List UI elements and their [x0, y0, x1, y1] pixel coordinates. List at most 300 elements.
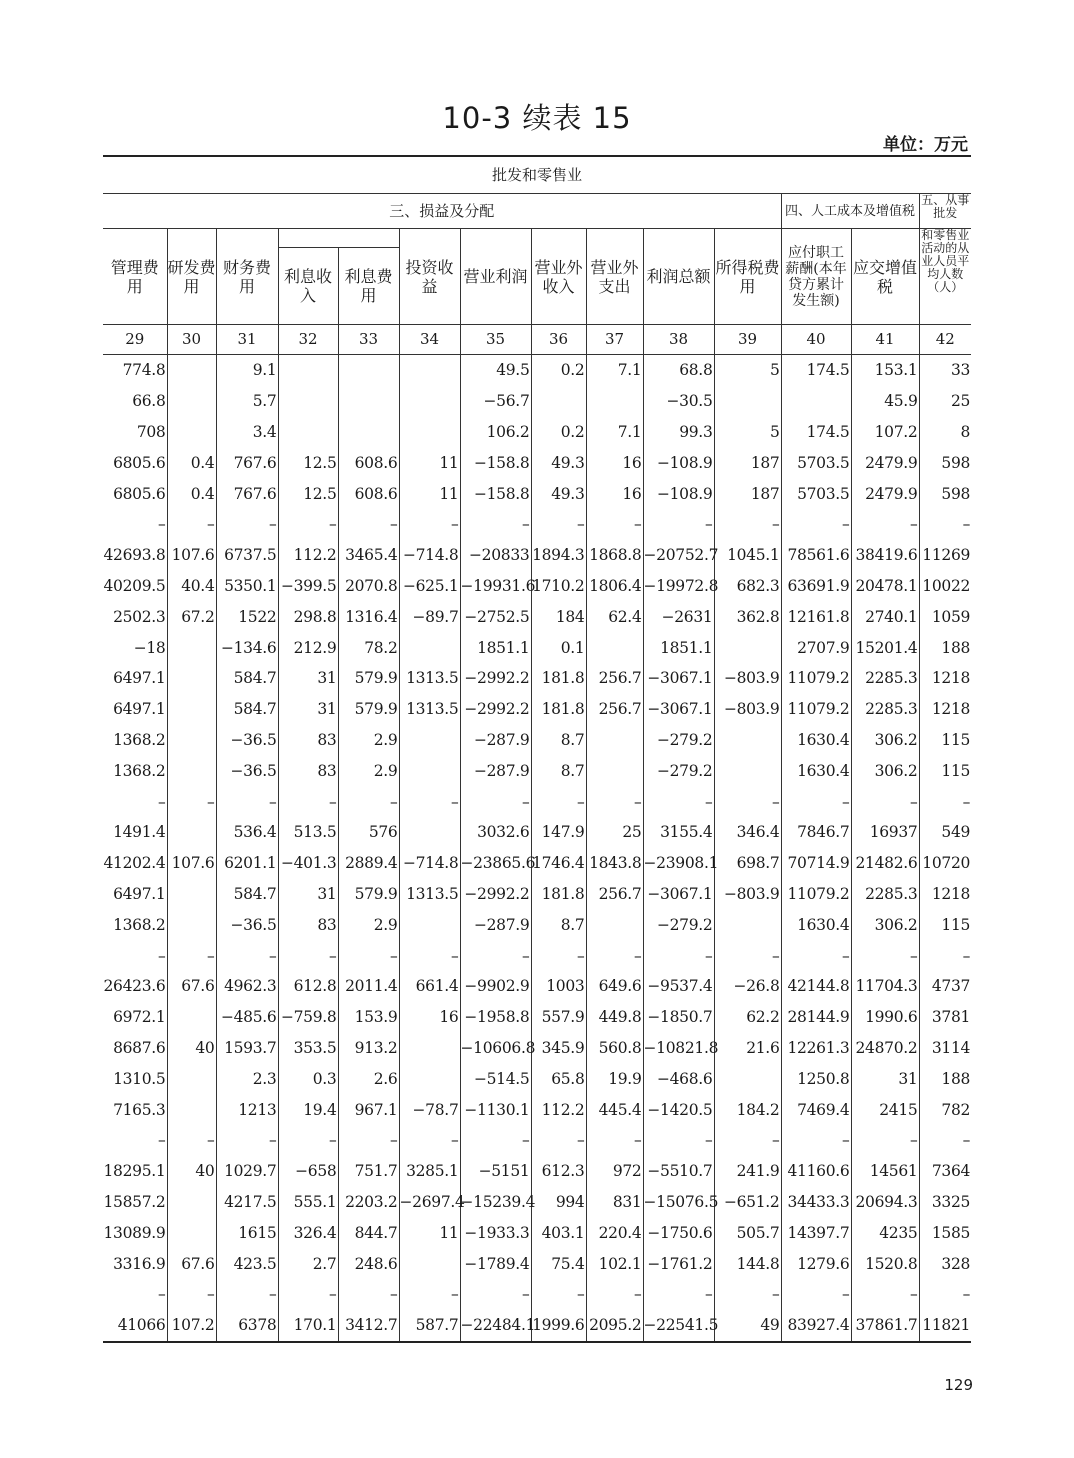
table-cell: 3465.4 [338, 540, 399, 571]
table-cell: – [216, 940, 278, 971]
sector-header: 批发和零售业 [103, 156, 971, 194]
table-cell: – [586, 940, 643, 971]
table-cell: 11079.2 [781, 879, 851, 910]
table-cell [399, 725, 460, 756]
table-cell: −36.5 [216, 909, 278, 940]
table-cell: 972 [586, 1156, 643, 1187]
table-cell: 782 [919, 1094, 971, 1125]
table-cell: −803.9 [714, 663, 781, 694]
table-row [103, 755, 971, 786]
table-cell: −1130.1 [460, 1094, 531, 1125]
table-cell: −108.9 [643, 447, 714, 478]
table-cell: −514.5 [460, 1063, 531, 1094]
table-row [103, 848, 971, 879]
table-cell: 20694.3 [851, 1187, 919, 1218]
table-cell: 3114 [919, 1033, 971, 1064]
table-cell: 2.6 [338, 1063, 399, 1094]
table-cell: 170.1 [278, 1310, 338, 1342]
col-header-31: 财务费用 [216, 229, 278, 325]
table-cell [167, 909, 216, 940]
table-cell: 2502.3 [103, 601, 167, 632]
table-cell: 40.4 [167, 571, 216, 602]
table-cell: −759.8 [278, 1002, 338, 1033]
table-cell: 1806.4 [586, 571, 643, 602]
table-cell: 584.7 [216, 694, 278, 725]
col-number: 37 [586, 325, 643, 355]
table-cell [399, 817, 460, 848]
table-cell: −3067.1 [643, 879, 714, 910]
table-cell: −399.5 [278, 571, 338, 602]
table-cell: 1218 [919, 694, 971, 725]
table-cell: 3.4 [216, 417, 278, 448]
table-cell [338, 355, 399, 386]
table-cell: 326.4 [278, 1217, 338, 1248]
col-header-38: 利润总额 [643, 229, 714, 325]
col-header-41: 应交增值税 [851, 229, 919, 325]
table-cell: 33 [919, 355, 971, 386]
table-cell: 9.1 [216, 355, 278, 386]
table-row [103, 1187, 971, 1218]
page-number: 129 [944, 1376, 973, 1394]
table-row [103, 694, 971, 725]
table-cell: 994 [531, 1187, 586, 1218]
table-cell [714, 755, 781, 786]
table-cell: 8.7 [531, 725, 586, 756]
table-cell: −9537.4 [643, 971, 714, 1002]
table-cell [586, 386, 643, 417]
table-cell: 15857.2 [103, 1187, 167, 1218]
table-cell: – [781, 1279, 851, 1310]
table-cell: 4737 [919, 971, 971, 1002]
table-cell: 1368.2 [103, 909, 167, 940]
col-number: 40 [781, 325, 851, 355]
table-cell [781, 386, 851, 417]
table-cell: – [216, 1125, 278, 1156]
table-cell: 2285.3 [851, 879, 919, 910]
table-cell: 11821 [919, 1310, 971, 1342]
table-cell: 449.8 [586, 1002, 643, 1033]
table-cell: – [460, 1125, 531, 1156]
table-cell: 174.5 [781, 417, 851, 448]
table-cell: 0.2 [531, 355, 586, 386]
table-cell: 560.8 [586, 1033, 643, 1064]
table-cell: 11 [399, 1217, 460, 1248]
table-cell: 557.9 [531, 1002, 586, 1033]
table-cell: – [714, 1279, 781, 1310]
table-cell: 1522 [216, 601, 278, 632]
table-cell: 0.1 [531, 632, 586, 663]
table-cell: 767.6 [216, 447, 278, 478]
table-cell [714, 909, 781, 940]
table-cell: 306.2 [851, 755, 919, 786]
table-cell [399, 632, 460, 663]
table-cell: −15076.5 [643, 1187, 714, 1218]
table-cell: 2.7 [278, 1248, 338, 1279]
table-cell: −287.9 [460, 755, 531, 786]
table-row [103, 417, 971, 448]
table-cell: −23908.1 [643, 848, 714, 879]
table-cell: 83 [278, 725, 338, 756]
table-cell: −287.9 [460, 909, 531, 940]
table-cell: 248.6 [338, 1248, 399, 1279]
table-cell: 661.4 [399, 971, 460, 1002]
table-cell: – [278, 1279, 338, 1310]
table-cell: −803.9 [714, 694, 781, 725]
col-number: 31 [216, 325, 278, 355]
table-cell: – [278, 509, 338, 540]
table-cell: 6497.1 [103, 694, 167, 725]
table-cell [167, 1187, 216, 1218]
table-row [103, 879, 971, 910]
table-cell: −9902.9 [460, 971, 531, 1002]
table-cell: 16 [586, 478, 643, 509]
table-cell: – [919, 1279, 971, 1310]
table-cell: 7.1 [586, 417, 643, 448]
table-cell: – [167, 940, 216, 971]
table-cell: 1851.1 [460, 632, 531, 663]
col-header-34: 投资收益 [399, 229, 460, 325]
table-cell: −3067.1 [643, 663, 714, 694]
table-cell: 6378 [216, 1310, 278, 1342]
table-cell: 1615 [216, 1217, 278, 1248]
table-cell: −2992.2 [460, 663, 531, 694]
table-cell: 2707.9 [781, 632, 851, 663]
table-cell: 1491.4 [103, 817, 167, 848]
table-cell: 5703.5 [781, 478, 851, 509]
col-number: 42 [919, 325, 971, 355]
table-cell: −2752.5 [460, 601, 531, 632]
table-cell: 2.3 [216, 1063, 278, 1094]
table-cell: 1029.7 [216, 1156, 278, 1187]
table-cell: 24870.2 [851, 1033, 919, 1064]
table-cell [167, 1094, 216, 1125]
table-cell: 698.7 [714, 848, 781, 879]
table-row [103, 571, 971, 602]
table-cell: 8.7 [531, 755, 586, 786]
col-header-blank [278, 229, 399, 248]
col-header-42: 和零售业活动的从业人员平均人数（人） [919, 229, 971, 325]
table-cell: – [167, 786, 216, 817]
table-cell: −625.1 [399, 571, 460, 602]
table-cell: 5703.5 [781, 447, 851, 478]
table-cell: 65.8 [531, 1063, 586, 1094]
group-header-employees: 五、从事批发 [919, 194, 971, 229]
table-cell [714, 632, 781, 663]
table-cell [167, 879, 216, 910]
table-cell: 1313.5 [399, 694, 460, 725]
table-row [103, 478, 971, 509]
table-cell: 1585 [919, 1217, 971, 1248]
table-cell: 40 [167, 1033, 216, 1064]
table-cell: 12.5 [278, 478, 338, 509]
table-cell: 346.4 [714, 817, 781, 848]
col-header-33: 利息费用 [338, 248, 399, 325]
table-cell: 2070.8 [338, 571, 399, 602]
table-cell: 12161.8 [781, 601, 851, 632]
table-cell: 153.9 [338, 1002, 399, 1033]
table-cell: 1003 [531, 971, 586, 1002]
table-cell: 3155.4 [643, 817, 714, 848]
table-cell: 1868.8 [586, 540, 643, 571]
table-cell: – [714, 786, 781, 817]
table-cell: 181.8 [531, 694, 586, 725]
table-cell: 11269 [919, 540, 971, 571]
table-cell: 598 [919, 447, 971, 478]
col-number: 33 [338, 325, 399, 355]
table-cell: 4217.5 [216, 1187, 278, 1218]
col-header-29: 管理费用 [103, 229, 167, 325]
table-cell: −10606.8 [460, 1033, 531, 1064]
table-cell: 345.9 [531, 1033, 586, 1064]
table-row [103, 1156, 971, 1187]
table-cell: −158.8 [460, 478, 531, 509]
table-cell: 1250.8 [781, 1063, 851, 1094]
table-cell: 12.5 [278, 447, 338, 478]
table-cell: 7469.4 [781, 1094, 851, 1125]
table-cell: – [460, 940, 531, 971]
table-cell: 67.6 [167, 971, 216, 1002]
table-cell: – [338, 940, 399, 971]
table-cell: 188 [919, 1063, 971, 1094]
table-cell: −10821.8 [643, 1033, 714, 1064]
table-cell: −1850.7 [643, 1002, 714, 1033]
table-cell: – [714, 1125, 781, 1156]
table-cell: 1843.8 [586, 848, 643, 879]
table-cell: – [216, 786, 278, 817]
table-row [103, 632, 971, 663]
table-cell: −279.2 [643, 909, 714, 940]
table-cell: – [278, 1125, 338, 1156]
table-cell [278, 386, 338, 417]
table-row [103, 509, 971, 540]
table-cell: 28144.9 [781, 1002, 851, 1033]
table-cell [714, 386, 781, 417]
table-cell: 31 [278, 663, 338, 694]
table-cell: – [167, 509, 216, 540]
table-cell [399, 1063, 460, 1094]
table-cell: 1313.5 [399, 879, 460, 910]
table-cell: 16937 [851, 817, 919, 848]
table-cell: 19.9 [586, 1063, 643, 1094]
col-number: 38 [643, 325, 714, 355]
table-cell: 536.4 [216, 817, 278, 848]
table-cell: 188 [919, 632, 971, 663]
table-cell: 75.4 [531, 1248, 586, 1279]
col-number: 32 [278, 325, 338, 355]
col-header-36: 营业外收入 [531, 229, 586, 325]
table-cell: 20478.1 [851, 571, 919, 602]
table-cell [714, 1063, 781, 1094]
table-cell: 708 [103, 417, 167, 448]
table-cell: 2479.9 [851, 447, 919, 478]
table-cell: 184 [531, 601, 586, 632]
table-cell: 45.9 [851, 386, 919, 417]
table-cell: – [531, 509, 586, 540]
table-cell: 112.2 [531, 1094, 586, 1125]
table-cell [278, 355, 338, 386]
table-cell: – [531, 940, 586, 971]
table-cell: 41066 [103, 1310, 167, 1342]
table-cell: – [781, 786, 851, 817]
table-cell: 70714.9 [781, 848, 851, 879]
table-cell: 844.7 [338, 1217, 399, 1248]
table-cell: 14561 [851, 1156, 919, 1187]
table-cell: 2285.3 [851, 694, 919, 725]
table-cell: 12261.3 [781, 1033, 851, 1064]
col-number: 29 [103, 325, 167, 355]
table-cell: 256.7 [586, 694, 643, 725]
table-cell: 41202.4 [103, 848, 167, 879]
table-cell: 42693.8 [103, 540, 167, 571]
table-cell: – [399, 1125, 460, 1156]
table-cell: 403.1 [531, 1217, 586, 1248]
table-cell: −78.7 [399, 1094, 460, 1125]
table-cell: – [781, 940, 851, 971]
table-cell: – [643, 786, 714, 817]
table-row [103, 1094, 971, 1125]
table-cell: 107.2 [851, 417, 919, 448]
table-cell: −5510.7 [643, 1156, 714, 1187]
table-cell [167, 1217, 216, 1248]
table-cell: – [531, 786, 586, 817]
table-cell [399, 755, 460, 786]
table-cell [167, 817, 216, 848]
table-cell: 78.2 [338, 632, 399, 663]
table-row [103, 447, 971, 478]
table-cell: 1746.4 [531, 848, 586, 879]
table-cell: – [714, 509, 781, 540]
table-cell: 15201.4 [851, 632, 919, 663]
table-cell: – [531, 1279, 586, 1310]
table-cell: 187 [714, 478, 781, 509]
table-cell: −158.8 [460, 447, 531, 478]
table-cell: −56.7 [460, 386, 531, 417]
table-cell: 445.4 [586, 1094, 643, 1125]
table-cell: – [919, 786, 971, 817]
table-cell: 4235 [851, 1217, 919, 1248]
table-cell: −658 [278, 1156, 338, 1187]
table-cell: −803.9 [714, 879, 781, 910]
table-cell: 2479.9 [851, 478, 919, 509]
table-cell: 184.2 [714, 1094, 781, 1125]
table-cell: 362.8 [714, 601, 781, 632]
table-cell: −5151 [460, 1156, 531, 1187]
table-cell: – [216, 1279, 278, 1310]
table-cell [531, 386, 586, 417]
table-cell: −2992.2 [460, 879, 531, 910]
table-cell: 68.8 [643, 355, 714, 386]
table-cell: – [531, 1125, 586, 1156]
table-cell: 5 [714, 417, 781, 448]
table-cell: −20752.7 [643, 540, 714, 571]
table-cell: 1851.1 [643, 632, 714, 663]
table-cell: – [586, 786, 643, 817]
table-cell: 1218 [919, 879, 971, 910]
table-cell: 513.5 [278, 817, 338, 848]
table-cell: −2992.2 [460, 694, 531, 725]
table-cell: 1999.6 [531, 1310, 586, 1342]
table-cell [338, 386, 399, 417]
table-cell: 115 [919, 909, 971, 940]
table-cell: 19.4 [278, 1094, 338, 1125]
table-cell: −18 [103, 632, 167, 663]
table-cell: 11704.3 [851, 971, 919, 1002]
table-cell: 608.6 [338, 478, 399, 509]
table-cell: – [851, 1279, 919, 1310]
table-cell: 16 [399, 1002, 460, 1033]
table-cell: 49.5 [460, 355, 531, 386]
table-cell [586, 632, 643, 663]
col-number: 34 [399, 325, 460, 355]
table-row [103, 355, 971, 386]
table-cell [167, 755, 216, 786]
table-cell [167, 632, 216, 663]
table-cell: 306.2 [851, 909, 919, 940]
table-cell: 608.6 [338, 447, 399, 478]
table-cell: 1630.4 [781, 909, 851, 940]
table-cell: – [278, 786, 338, 817]
table-cell: −36.5 [216, 725, 278, 756]
table-cell: 4962.3 [216, 971, 278, 1002]
table-row [103, 786, 971, 817]
table-cell: −22541.5 [643, 1310, 714, 1342]
table-cell: 1593.7 [216, 1033, 278, 1064]
table-cell: – [851, 786, 919, 817]
table-cell: 0.4 [167, 447, 216, 478]
table-cell: 115 [919, 755, 971, 786]
col-header-35: 营业利润 [460, 229, 531, 325]
col-number: 36 [531, 325, 586, 355]
table-cell: −15239.4 [460, 1187, 531, 1218]
table-cell: 3781 [919, 1002, 971, 1033]
table-cell: 153.1 [851, 355, 919, 386]
table-cell: 2.9 [338, 909, 399, 940]
table-cell: 7.1 [586, 355, 643, 386]
table-row [103, 817, 971, 848]
table-cell: 6737.5 [216, 540, 278, 571]
col-header-30: 研发费用 [167, 229, 216, 325]
table-cell: 25 [919, 386, 971, 417]
table-cell: 5350.1 [216, 571, 278, 602]
table-cell: 2203.2 [338, 1187, 399, 1218]
table-cell: −89.7 [399, 601, 460, 632]
table-cell: 584.7 [216, 663, 278, 694]
table-cell: 0.3 [278, 1063, 338, 1094]
table-cell: −30.5 [643, 386, 714, 417]
table-cell: 649.6 [586, 971, 643, 1002]
table-cell: 576 [338, 817, 399, 848]
table-cell [399, 909, 460, 940]
table-cell: 1368.2 [103, 755, 167, 786]
table-cell: 83927.4 [781, 1310, 851, 1342]
table-cell: 584.7 [216, 879, 278, 910]
table-cell: 1894.3 [531, 540, 586, 571]
table-cell: 62.2 [714, 1002, 781, 1033]
table-cell: 6805.6 [103, 447, 167, 478]
table-cell: 144.8 [714, 1248, 781, 1279]
table-cell [399, 1248, 460, 1279]
table-cell: 1520.8 [851, 1248, 919, 1279]
table-cell: −1420.5 [643, 1094, 714, 1125]
table-row [103, 1002, 971, 1033]
table-cell: 612.3 [531, 1156, 586, 1187]
table-cell: 8 [919, 417, 971, 448]
table-cell: 25 [586, 817, 643, 848]
table-cell: 598 [919, 478, 971, 509]
table-cell: 99.3 [643, 417, 714, 448]
table-cell: 2285.3 [851, 663, 919, 694]
table-cell: – [851, 1125, 919, 1156]
